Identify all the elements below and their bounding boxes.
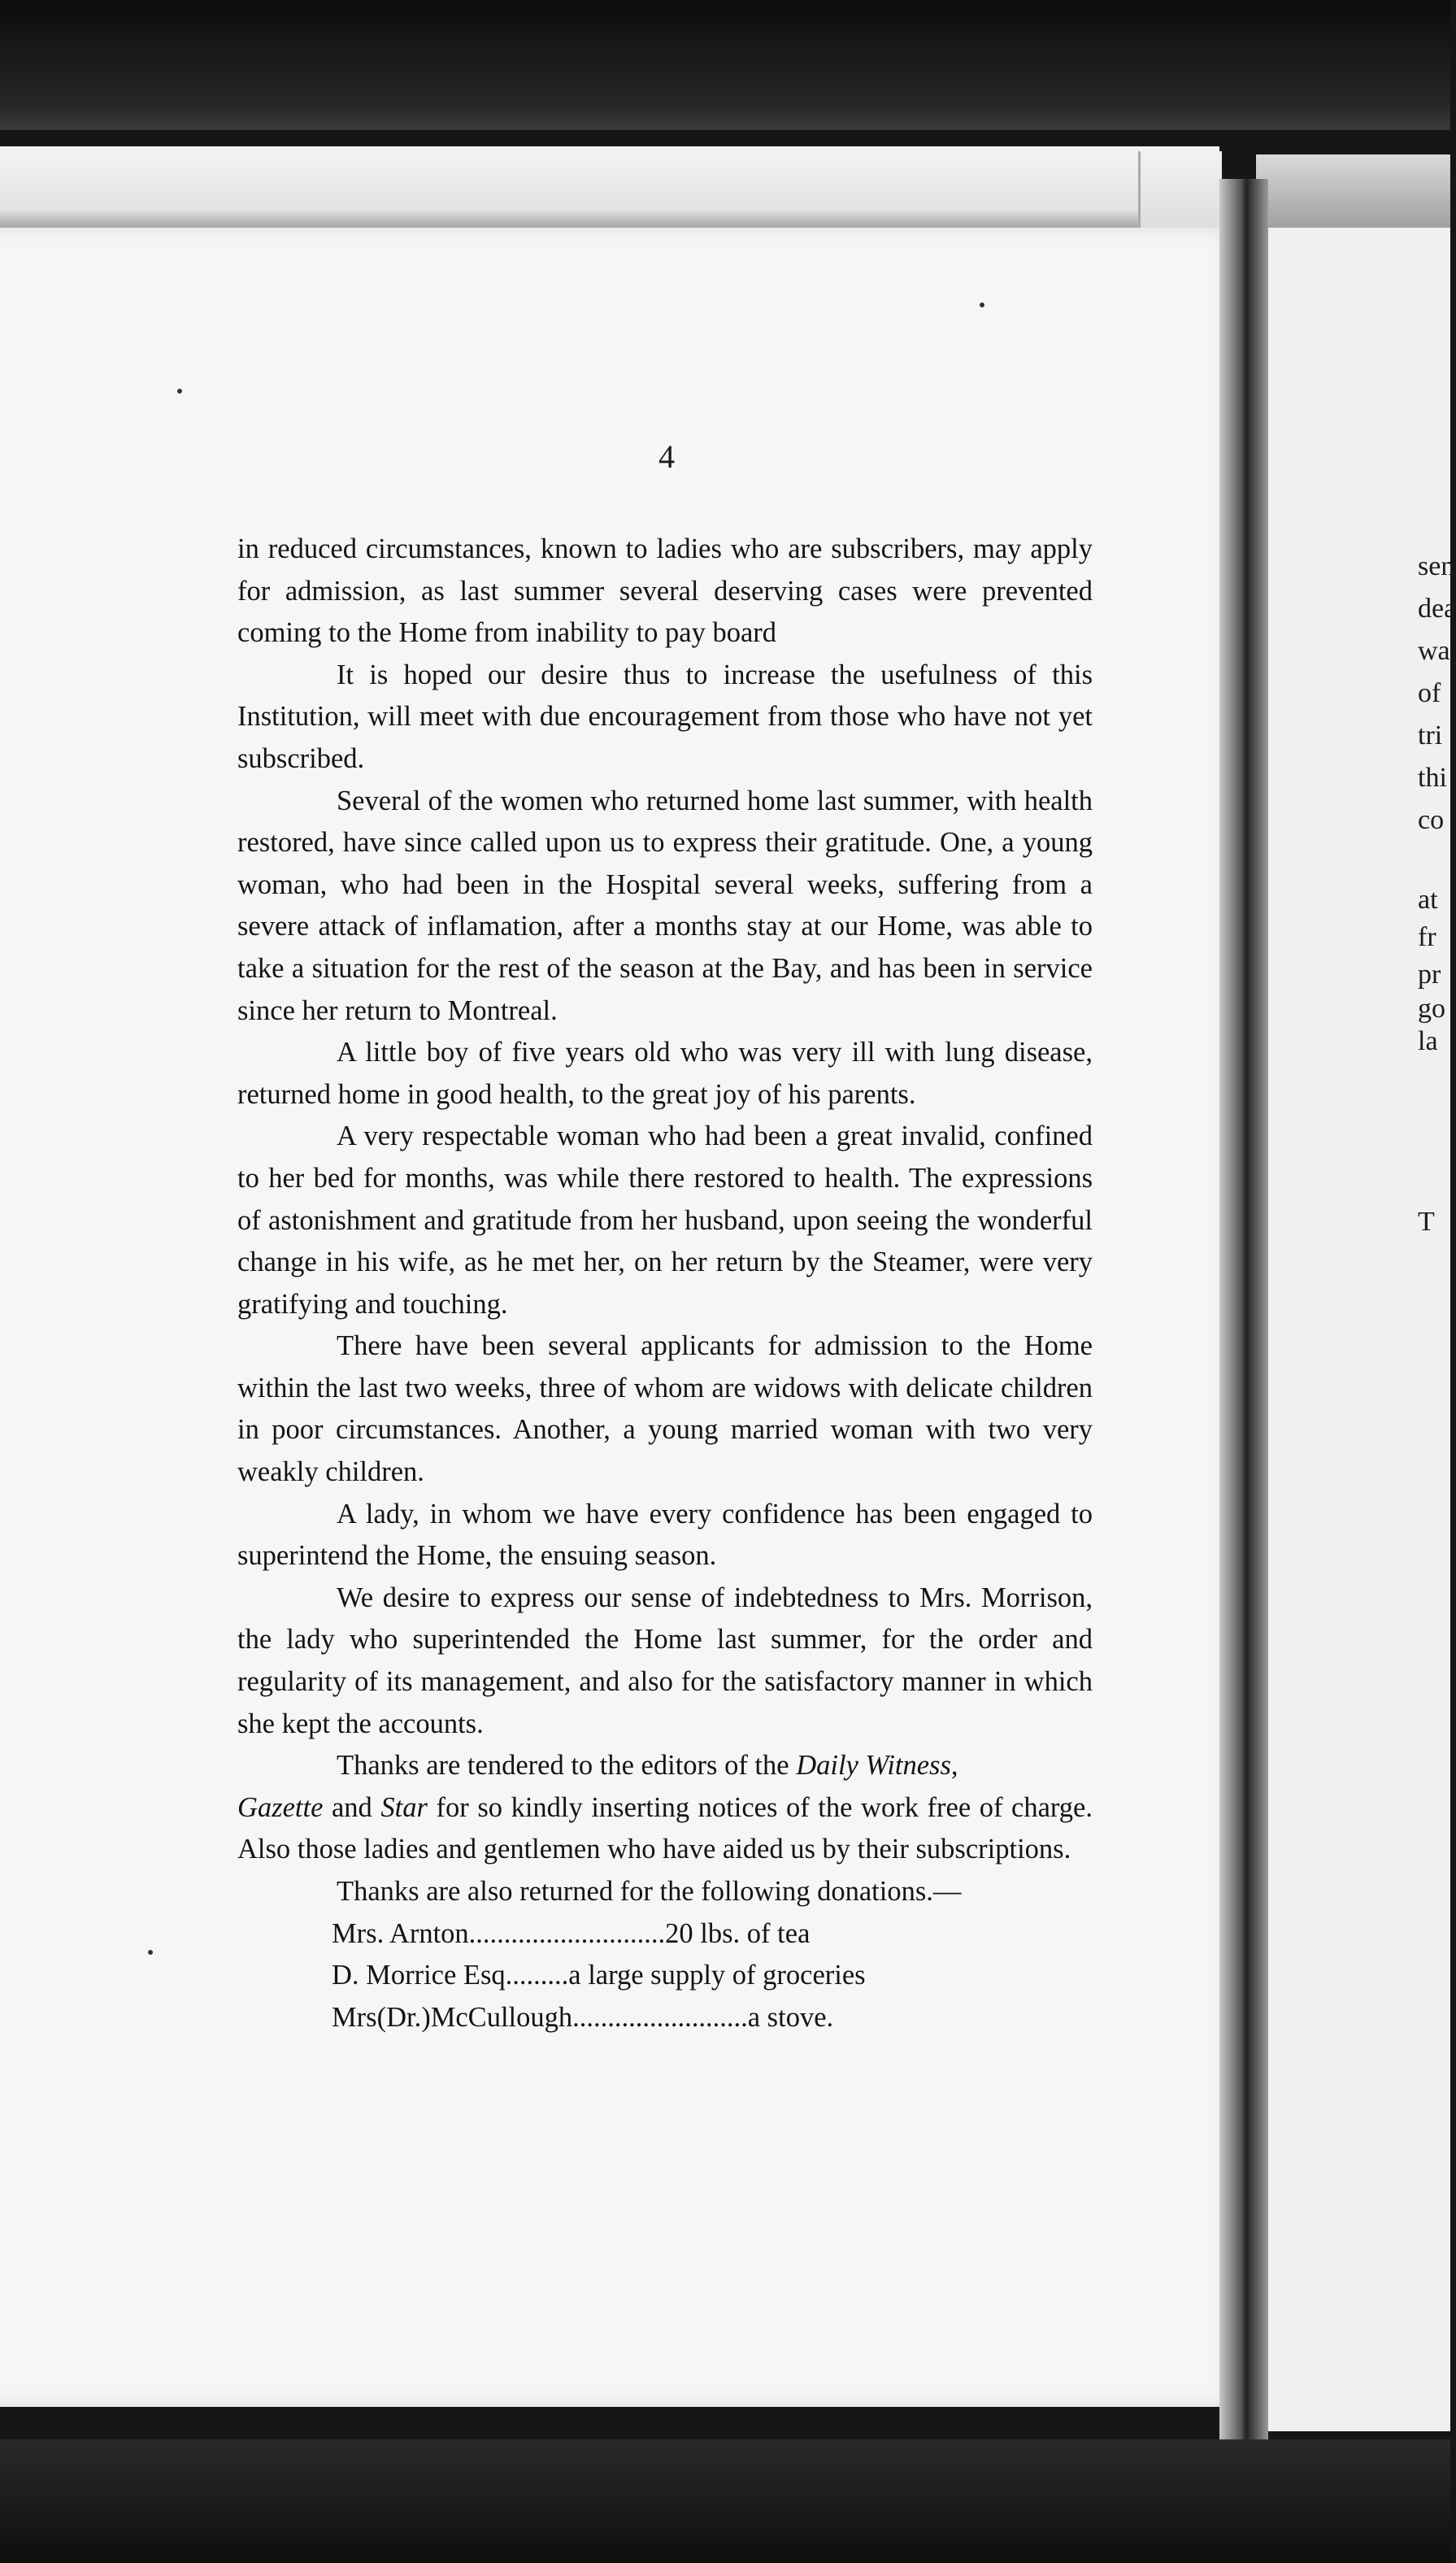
facing-page-fragment: T — [1418, 1207, 1435, 1237]
donations-intro: Thanks are also returned for the following donations.— — [337, 1876, 962, 1907]
facing-page-fragment: dea — [1418, 594, 1456, 624]
thanks-text: and — [323, 1791, 381, 1823]
donation-entry: Mrs(Dr.)McCullough.........................a stove. — [332, 2001, 834, 2033]
facing-page-fragment: fr — [1418, 922, 1436, 952]
page-speck — [148, 1950, 153, 1955]
facing-page-fragment: thi — [1418, 763, 1447, 793]
thanks-paragraph — [237, 1745, 1093, 1871]
facing-page-fragment: wa — [1418, 636, 1450, 666]
book-spine — [1219, 179, 1268, 2456]
newspaper-title: Star — [380, 1791, 428, 1823]
paragraph: A lady, in whom we have every confidence has been engaged to superintend the Home, the ensuing season. — [237, 1498, 1093, 1572]
paragraph: There have been several applicants for admission to the Home within the last two weeks, three of whom are widows with delicate children in poor circumstances. Another, a young married woman with two very weakly children. — [237, 1330, 1093, 1488]
page-top-edge — [0, 146, 1219, 236]
facing-page-fragment: sen — [1418, 551, 1455, 581]
newspaper-title: Gazette — [237, 1791, 324, 1823]
scan-background-bottom — [0, 2439, 1450, 2563]
thanks-text: Thanks are tendered to the editors of the — [337, 1750, 797, 1782]
paragraph: in reduced circumstances, known to ladies who are subscribers, may apply for admission, as last summer several deserving cases were prevented coming to the Home from inability to pay board — [237, 533, 1093, 649]
scan-background-top — [0, 0, 1450, 130]
facing-page-fragment: of — [1418, 678, 1441, 708]
page-tab-edge — [1138, 151, 1222, 233]
body-text — [237, 529, 1093, 2039]
paragraph: A very respectable woman who had been a great invalid, confined to her bed for months, was while there restored to health. The expressions of astonishment and gratitude from her husband, upon seeing the wonderful change in his wife, as he met her, on her return by the Steamer, were very gratifying and touching. — [237, 1120, 1093, 1320]
facing-page-fragment: la — [1418, 1026, 1438, 1056]
paragraph: It is hoped our desire thus to increase the usefulness of this Institution, will meet with due encouragement from those who have not yet subscribed. — [237, 659, 1093, 774]
facing-page-fragment: pr — [1418, 959, 1441, 990]
thanks-text: , — [950, 1750, 958, 1782]
page-number: 4 — [658, 438, 675, 475]
facing-page-fragment: co — [1418, 805, 1445, 835]
paragraph: A little boy of five years old who was very ill with lung disease, returned home in good health, to the great joy of his parents. — [237, 1037, 1093, 1110]
newspaper-title: Daily Witness — [796, 1750, 951, 1782]
page-speck — [177, 389, 182, 394]
thanks-text: for so kindly inserting notices of the work free of charge. Also those ladies and gentlemen who have aided us by their subscriptions. — [237, 1791, 1093, 1865]
facing-page-fragment: go — [1418, 994, 1445, 1024]
paragraph: We desire to express our sense of indebtedness to Mrs. Morrison, the lady who superintended the Home last summer, for the order and regularity of its management, and also for the satisfactory manner in which she kept the accounts. — [237, 1582, 1093, 1739]
donation-entry: Mrs. Arnton............................20 lbs. of tea — [332, 1917, 811, 1949]
facing-page-fragment: tri — [1418, 720, 1443, 751]
page-speck — [980, 302, 984, 307]
facing-page-fragment: at — [1418, 885, 1438, 915]
facing-page-top-edge — [1256, 154, 1450, 236]
donation-entry: D. Morrice Esq.........a large supply of groceries — [332, 1960, 866, 1991]
paragraph: Several of the women who returned home last summer, with health restored, have since called upon us to express their gratitude. One, a young woman, who had been in the Hospital several weeks, suffering from a severe attack of inflamation, after a months stay at our Home, was able to take a situation for the rest of the season at the Bay, and has been in service since her return to Montreal. — [237, 785, 1093, 1026]
